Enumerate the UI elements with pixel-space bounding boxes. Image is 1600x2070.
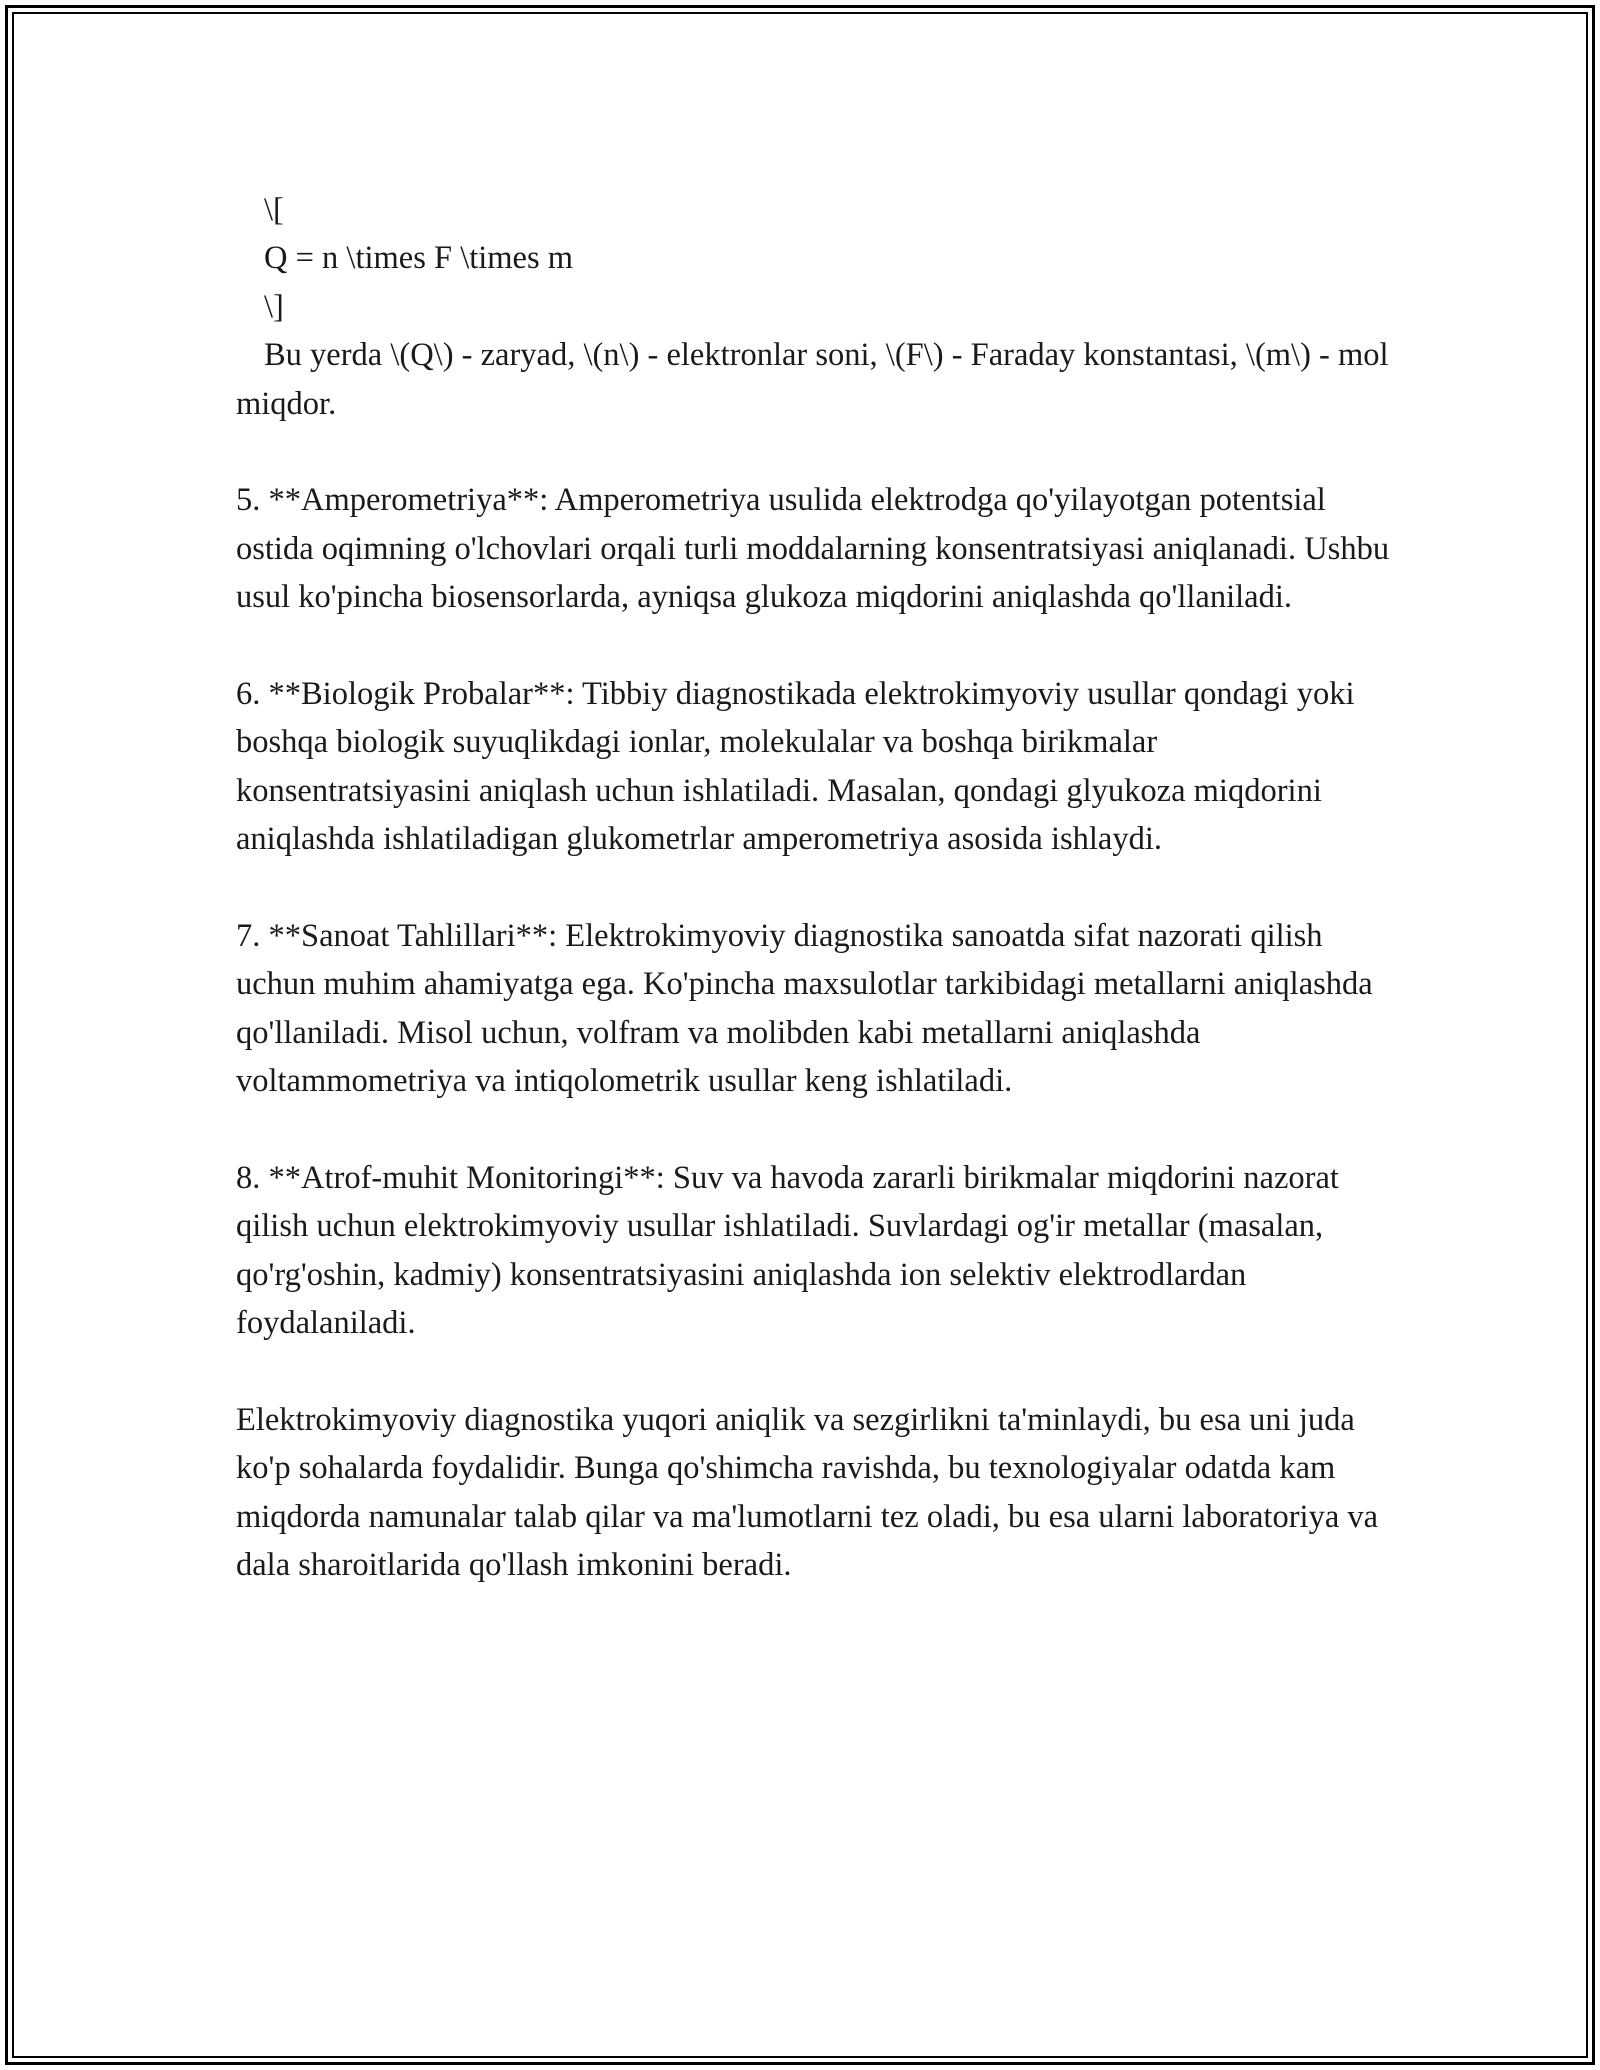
paragraph-spacer: [236, 428, 1396, 476]
formula-open: \[: [264, 192, 284, 228]
paragraph-spacer: [236, 864, 1396, 912]
paragraph-amperometriya: 5. **Amperometriya**: Amperometriya usulida elektrodga qo'yilayotgan potentsial ostida oqimning o'lchovlari orqali turli moddalarning konsentratsiyasi aniqlanadi. Ushbu usul ko'pincha biosensorlarda, ayniqsa glukoza miqdorini aniqlashda qo'llaniladi.: [236, 482, 1390, 616]
formula-close: \]: [264, 288, 284, 325]
formula-explanation: Bu yerda \(Q\) - zaryad, \(n\) - elektronlar soni, \(F\) - Faraday konstantasi, \(m\) - mol miqdor.: [236, 337, 1389, 422]
paragraph-spacer: [236, 1348, 1396, 1396]
formula-expression: Q = n \times F \times m: [264, 240, 574, 277]
paragraph-spacer: [236, 1106, 1396, 1154]
paragraph-conclusion: Elektrokimyoviy diagnostika yuqori aniqlik va sezgirlikni ta'minlaydi, bu esa uni juda ko'p sohalarda foydalidir. Bunga qo'shimcha ravishda, bu texnologiyalar odatda kam miqdorda namunalar talab qilar va ma'lumotlarni tez oladi, bu esa ularni laboratoriya va dala sharoitlarida qo'llash imkonini beradi.: [236, 1402, 1379, 1584]
paragraph-biologik-probalar: 6. **Biologik Probalar**: Tibbiy diagnostikada elektrokimyoviy usullar qondagi yoki boshqa biologik suyuqlikdagi ionlar, molekulalar va boshqa birikmalar konsentratsiyasini aniqlash uchun ishlatiladi. Masalan, qondagi glyukoza miqdorini aniqlashda ishlatiladigan glukometrlar amperometriya asosida ishlaydi.: [236, 676, 1355, 858]
document-body: [236, 186, 1396, 1590]
paragraph-atrof-muhit: 8. **Atrof-muhit Monitoringi**: Suv va havoda zararli birikmalar miqdorini nazorat qilish uchun elektrokimyoviy usullar ishlatiladi. Suvlardagi og'ir metallar (masalan, qo'rg'oshin, kadmiy) konsentratsiyasini aniqlashda ion selektiv elektrodlardan foydalaniladi.: [236, 1160, 1339, 1342]
paragraph-spacer: [236, 622, 1396, 670]
paragraph-sanoat-tahlillari: 7. **Sanoat Tahlillari**: Elektrokimyoviy diagnostika sanoatda sifat nazorati qilish uchun muhim ahamiyatga ega. Ko'pincha maxsulotlar tarkibidagi metallarni aniqlashda qo'llaniladi. Misol uchun, volfram va molibden kabi metallarni aniqlashda voltammometriya va intiqolometrik usullar keng ishlatiladi.: [236, 918, 1373, 1100]
